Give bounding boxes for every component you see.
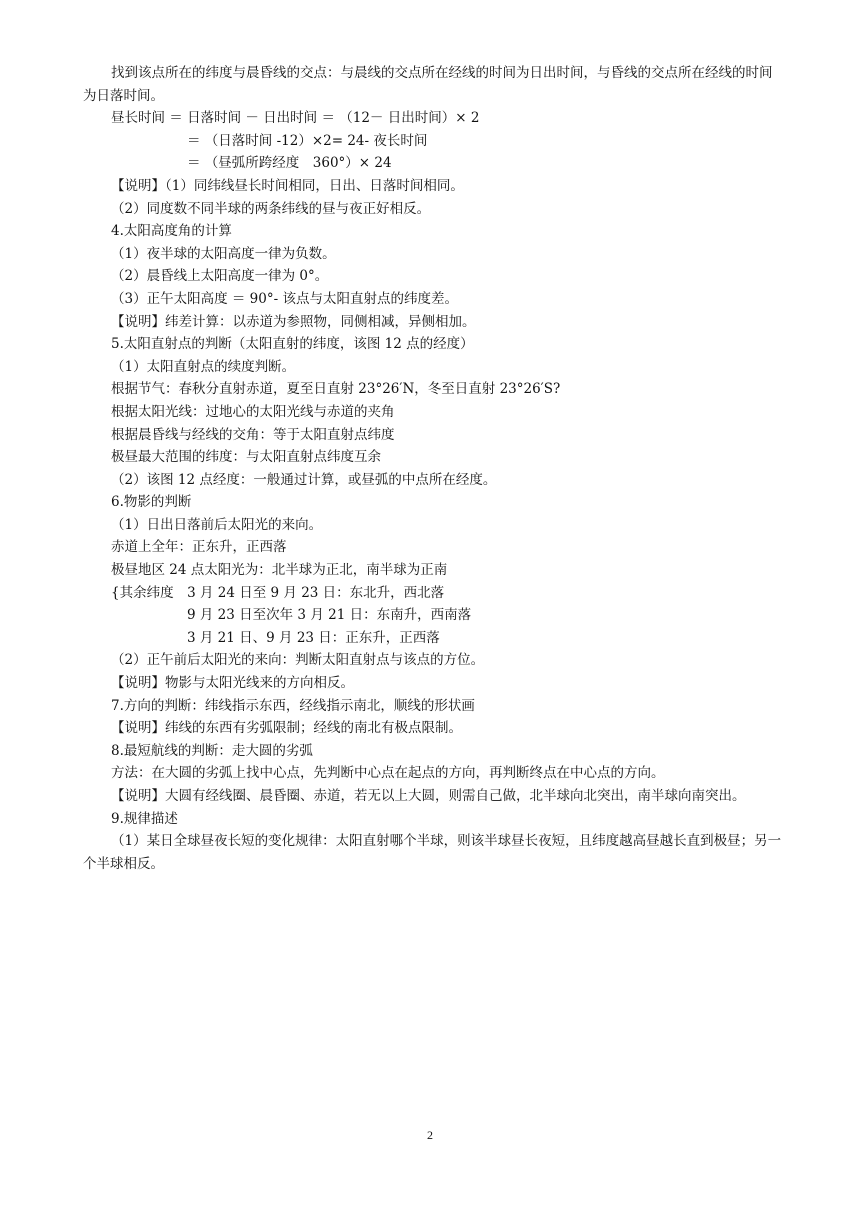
page-number: 2 bbox=[427, 1128, 433, 1142]
item-method: 方法：在大圆的劣弧上找中心点，先判断中心点在起点的方向，再判断终点在中心点的方向。 bbox=[111, 765, 665, 782]
heading-direction: 7.方向的判断：纬线指示东西，经线指示南北，顺线的形状画 bbox=[111, 697, 475, 714]
item-solar-terms: 根据节气：春秋分直射赤道，夏至日直射 23°26′N，冬至日直射 23°26′S? bbox=[111, 381, 561, 398]
item-other-latitudes-3: 3 月 21 日、9 月 23 日：正东升，正西落 bbox=[187, 629, 440, 646]
item-terminator-angle: 根据晨昏线与经线的交角：等于太阳直射点纬度 bbox=[111, 426, 395, 443]
item-sun-rays: 根据太阳光线：过地心的太阳光线与赤道的夹角 bbox=[111, 403, 395, 420]
note-opposite-hemisphere: （2）同度数不同半球的两条纬线的昼与夜正好相反。 bbox=[111, 200, 431, 217]
formula-day-length: 昼长时间 ＝ 日落时间 － 日出时间 ＝ （12－ 日出时间）× 2 bbox=[111, 110, 480, 127]
item-polar-midnight: 极昼地区 24 点太阳光为：北半球为正北，南半球为正南 bbox=[111, 562, 448, 579]
document-body bbox=[83, 62, 783, 875]
item-other-latitudes-2: 9 月 23 日至次年 3 月 21 日：东南升，西南落 bbox=[187, 607, 472, 624]
heading-direct-point: 5.太阳直射点的判断（太阳直射的纬度，该图 12 点的经度） bbox=[111, 336, 474, 353]
item-day-night-pattern: （1）某日全球昼夜长短的变化规律：太阳直射哪个半球，则该半球昼长夜短，且纬度越高昼越长直到极昼；另一个半球相反。 bbox=[83, 833, 782, 872]
item-noon-longitude: （2）该图 12 点经度：一般通过计算，或昼弧的中点所在经度。 bbox=[111, 471, 497, 488]
heading-shadow: 6.物影的判断 bbox=[111, 494, 192, 511]
item-other-latitudes: {其余纬度 3 月 24 日至 9 月 23 日：东北升，西北落 bbox=[111, 584, 445, 601]
item-sunrise-direction: （1）日出日落前后太阳光的来向。 bbox=[111, 516, 323, 533]
formula-day-length-3: ＝ （昼弧所跨经度 360°）× 24 bbox=[187, 155, 392, 172]
note-great-circle: 【说明】大圆有经线圈、晨昏圈、赤道，若无以上大圆，则需自己做，北半球向北突出，南半球向南突出。 bbox=[111, 788, 746, 804]
item-noon-altitude: （3）正午太阳高度 ＝ 90°- 该点与太阳直射点的纬度差。 bbox=[111, 290, 458, 307]
formula-day-length-2: ＝ （日落时间 -12）×2= 24- 夜长时间 bbox=[187, 132, 428, 149]
note-same-latitude: 【说明】（1）同纬线昼长时间相同，日出、日落时间相同。 bbox=[111, 177, 464, 194]
note-shadow: 【说明】物影与太阳光线来的方向相反。 bbox=[111, 675, 354, 692]
item-polar-day: 极昼最大范围的纬度：与太阳直射点纬度互余 bbox=[111, 449, 381, 466]
item-night-hemisphere: （1）夜半球的太阳高度一律为负数。 bbox=[111, 245, 336, 262]
heading-patterns: 9.规律描述 bbox=[111, 810, 178, 827]
note-latitude-difference: 【说明】纬差计算：以赤道为参照物，同侧相减，异侧相加。 bbox=[111, 313, 476, 330]
paragraph-sunrise-sunset: 找到该点所在的纬度与晨昏线的交点：与晨线的交点所在经线的时间为日出时间，与昏线的交点所在经线的时间为日落时间。 bbox=[83, 65, 773, 104]
item-direct-latitude: （1）太阳直射点的续度判断。 bbox=[111, 358, 296, 375]
heading-shortest-route: 8.最短航线的判断：走大圆的劣弧 bbox=[111, 742, 313, 759]
item-noon-direction: （2）正午前后太阳光的来向：判断太阳直射点与该点的方位。 bbox=[111, 652, 485, 669]
item-terminator: （2）晨昏线上太阳高度一律为 0°。 bbox=[111, 268, 329, 285]
item-equator: 赤道上全年：正东升，正西落 bbox=[111, 539, 287, 556]
note-direction: 【说明】纬线的东西有劣弧限制；经线的南北有极点限制。 bbox=[111, 720, 462, 737]
heading-solar-altitude: 4.太阳高度角的计算 bbox=[111, 223, 232, 240]
